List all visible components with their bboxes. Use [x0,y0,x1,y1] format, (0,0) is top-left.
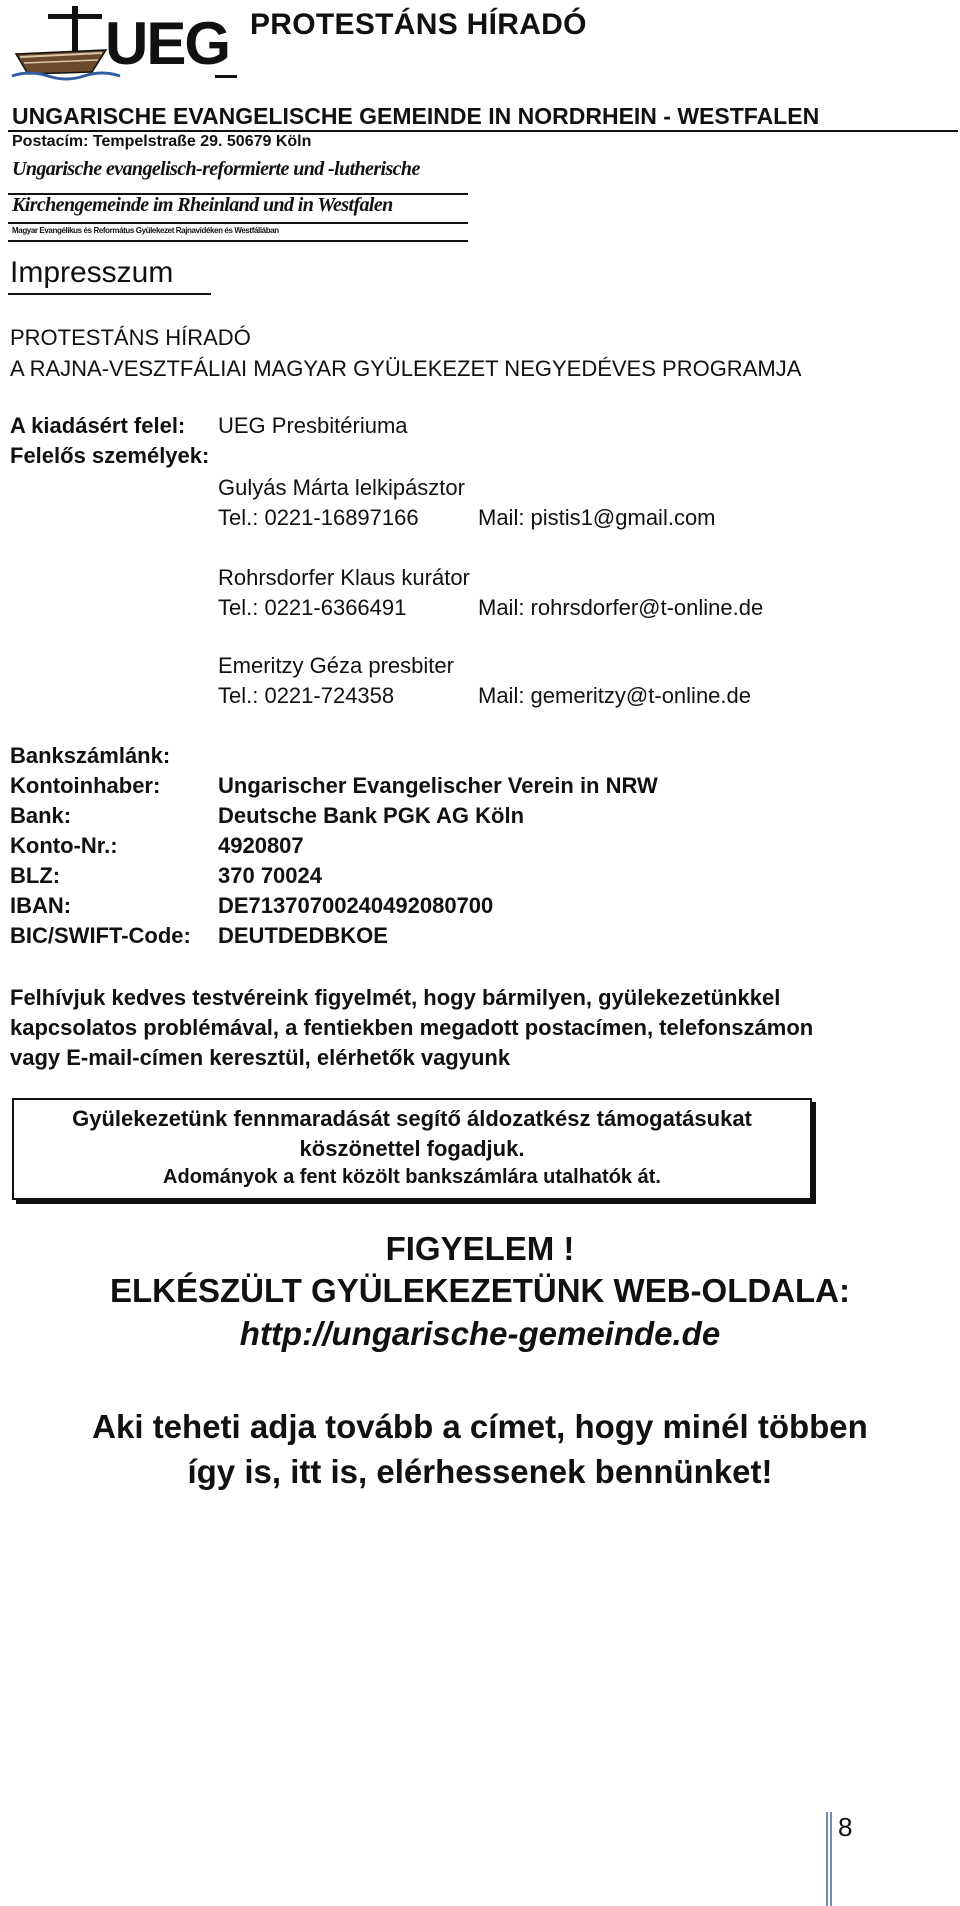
church-name-hungarian: Magyar Evangélikus és Református Gyülekezet Rajnavidéken és Westfáliában [12,226,279,235]
contact-email: Mail: gemeritzy@t-online.de [478,683,751,708]
website-announcement: ELKÉSZÜLT GYÜLEKEZETÜNK WEB-OLDALA: [109,1272,850,1309]
website-url: http://ungarische-gemeinde.de [239,1315,721,1352]
bank-row-label: Bank: [10,803,72,828]
header-rule [8,130,958,132]
publisher-label: A kiadásért felel: [10,413,186,438]
contact-email: Mail: rohrsdorfer@t-online.de [478,595,764,620]
page-number-bar [826,1812,828,1906]
notice-line: Felhívjuk kedves testvéreink figyelmét, hogy bármilyen, gyülekezetünkkel [10,985,781,1010]
contact-phone: Tel.: 0221-16897166 [218,505,419,530]
church-name-line-1: Ungarische evangelisch-reformierte und -lutherische [12,158,420,180]
bank-row-label: IBAN: [10,893,72,918]
bic-label: BIC/SWIFT-Code: [10,923,191,948]
bank-heading: Bankszámlánk: [10,743,171,768]
publication-name: PROTESTÁNS HÍRADÓ [10,325,251,350]
logo-text: UEG [105,10,230,77]
bank-row-value: 4920807 [218,833,304,858]
postal-address: Postacím: Tempelstraße 29. 50679 Köln [12,133,312,150]
organization-name: UNGARISCHE EVANGELISCHE GEMEINDE IN NORDRHEIN - WESTFALEN [12,103,820,129]
impresszum-underline [8,293,211,295]
publication-subtitle: A RAJNA-VESZTFÁLIAI MAGYAR GYÜLEKEZET NEGYEDÉVES PROGRAMJA [10,356,802,381]
bic-value: DEUTDEDBKOE [218,923,388,948]
bank-row-value: 370 70024 [218,863,322,888]
share-request-line: így is, itt is, elérhessenek bennünket! [187,1453,773,1490]
bank-row-value: Deutsche Bank PGK AG Köln [218,803,525,828]
bank-row-value: Ungarischer Evangelischer Verein in NRW [218,773,658,798]
contact-name: Rohrsdorfer Klaus kurátor [218,565,470,590]
notice-line: vagy E-mail-címen keresztül, elérhetők vagyunk [10,1045,511,1070]
contact-name: Gulyás Márta lelkipásztor [218,475,465,500]
contact-phone: Tel.: 0221-6366491 [218,595,407,620]
page-number: 8 [838,1812,853,1842]
donation-line: Adományok a fent közölt bankszámlára utalhatók át. [163,1166,661,1188]
contact-phone: Tel.: 0221-724358 [218,683,395,708]
boat-cross-logo-icon [10,2,245,82]
donation-line: köszönettel fogadjuk. [299,1136,525,1161]
page-number-bar [830,1812,832,1906]
notice-line: kapcsolatos problémával, a fentiekben megadott postacímen, telefonszámon [10,1015,814,1040]
church-rule-2 [8,222,468,224]
church-name-line-2: Kirchengemeinde im Rheinland und in Westfalen [12,194,393,216]
publisher-value: UEG Presbitériuma [218,413,408,438]
donation-line: Gyülekezetünk fennmaradását segítő áldozatkész támogatásukat [72,1106,752,1131]
impresszum-heading: Impresszum [10,256,174,289]
bank-row-value: DE71370700240492080700 [218,893,494,918]
share-request-line: Aki teheti adja tovább a címet, hogy minél többen [92,1408,868,1445]
contact-email: Mail: pistis1@gmail.com [478,505,716,530]
ueg-logo [10,2,245,82]
bank-row-label: Kontoinhaber: [10,773,161,798]
church-rule-3 [8,240,468,242]
responsible-persons-label: Felelős személyek: [10,443,210,468]
contact-name: Emeritzy Géza presbiter [218,653,454,678]
bank-row-label: BLZ: [10,863,61,888]
publication-title: PROTESTÁNS HÍRADÓ [250,8,587,41]
attention-heading: FIGYELEM ! [385,1230,575,1267]
bank-row-label: Konto-Nr.: [10,833,118,858]
donation-box [12,1098,812,1200]
